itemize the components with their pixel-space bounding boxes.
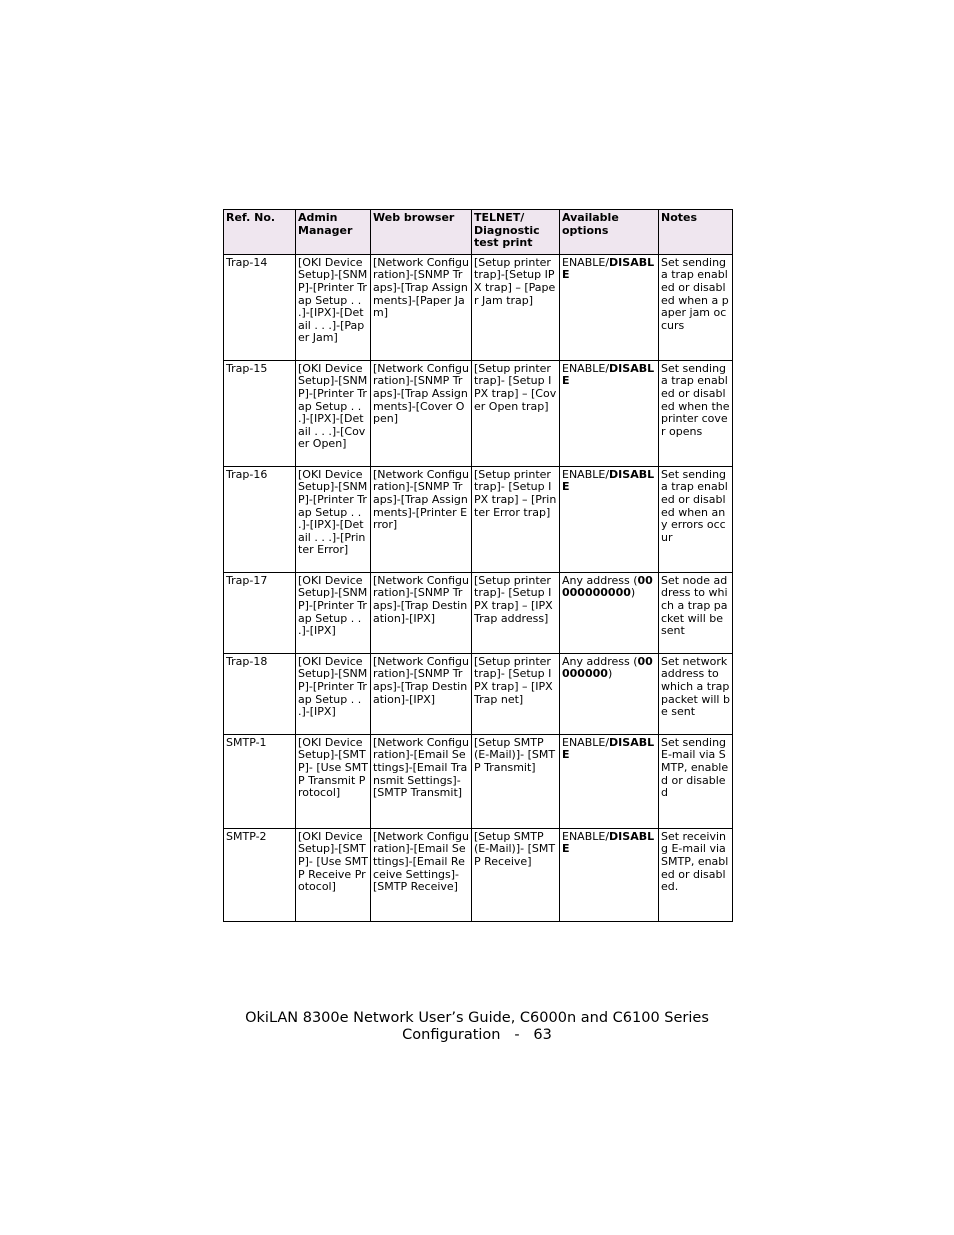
cell-ref: SMTP-1: [224, 734, 296, 828]
option-text: ENABLE/: [562, 829, 610, 843]
footer-document-title: OkiLAN 8300e Network User’s Guide, C6000n and C6100 Series: [245, 1010, 709, 1026]
cell-available-options: [560, 254, 659, 360]
cell-notes: Set node address to which a trap packet will be sent: [659, 572, 733, 653]
cell-admin-manager: [OKI Device Setup]-[SMTP]- [Use SMTP Transmit Protocol]: [296, 734, 371, 828]
cell-telnet: [Setup printer trap]- [Setup IPX trap] – [IPX Trap address]: [472, 572, 560, 653]
cell-notes: Set sending a trap enabled or disabled when the printer cover opens: [659, 360, 733, 466]
table-row: [224, 254, 733, 360]
cell-admin-manager: [OKI Device Setup]-[SMTP]- [Use SMTP Receive Protocol]: [296, 828, 371, 921]
header-available-options: Available options: [560, 210, 659, 255]
footer-page-line: [0, 1027, 954, 1044]
cell-telnet: [Setup SMTP (E-Mail)]- [SMTP Transmit]: [472, 734, 560, 828]
option-suffix: ): [607, 667, 613, 681]
cell-admin-manager: [OKI Device Setup]-[SNMP]-[Printer Trap Setup . . .]-[IPX]: [296, 572, 371, 653]
table-row: [224, 466, 733, 572]
cell-web-browser: [Network Configuration]-[Email Settings]-[Email Transmit Settings]- [SMTP Transmit]: [371, 734, 472, 828]
option-suffix: ): [630, 586, 636, 600]
table-row: [224, 360, 733, 466]
header-telnet: TELNET/ Diagnostic test print: [472, 210, 560, 255]
option-text: ENABLE/: [562, 255, 610, 269]
cell-ref: Trap-16: [224, 466, 296, 572]
table-header-row: [224, 210, 733, 255]
footer-section: Configuration: [402, 1027, 501, 1043]
option-default: DISABLE: [562, 467, 655, 494]
footer-separator: -: [514, 1027, 520, 1043]
header-web-browser: Web browser: [371, 210, 472, 255]
table-row: [224, 734, 733, 828]
cell-telnet: [Setup printer trap]- [Setup IPX trap] – [Printer Error trap]: [472, 466, 560, 572]
header-ref-no: Ref. No.: [224, 210, 296, 255]
cell-ref: Trap-14: [224, 254, 296, 360]
cell-web-browser: [Network Configuration]-[SNMP Traps]-[Trap Destination]-[IPX]: [371, 572, 472, 653]
option-default: 00000000: [562, 654, 653, 681]
cell-telnet: [Setup printer trap]- [Setup IPX trap] – [Cover Open trap]: [472, 360, 560, 466]
option-text: ENABLE/: [562, 467, 610, 481]
cell-ref: Trap-17: [224, 572, 296, 653]
cell-notes: Set sending a trap enabled or disabled when a paper jam occurs: [659, 254, 733, 360]
option-text: Any address (: [562, 654, 638, 668]
cell-admin-manager: [OKI Device Setup]-[SNMP]-[Printer Trap Setup . . .]-[IPX]: [296, 653, 371, 734]
cell-web-browser: [Network Configuration]-[Email Settings]-[Email Receive Settings]- [SMTP Receive]: [371, 828, 472, 921]
cell-web-browser: [Network Configuration]-[SNMP Traps]-[Trap Assignments]-[Paper Jam]: [371, 254, 472, 360]
cell-admin-manager: [OKI Device Setup]-[SNMP]-[Printer Trap Setup . . .]-[IPX]-[Detail . . .]-[Cover Open]: [296, 360, 371, 466]
footer-page-number: 63: [533, 1027, 552, 1043]
cell-admin-manager: [OKI Device Setup]-[SNMP]-[Printer Trap Setup . . .]-[IPX]-[Detail . . .]-[Paper Jam]: [296, 254, 371, 360]
option-default: DISABLE: [562, 735, 655, 762]
cell-ref: Trap-18: [224, 653, 296, 734]
cell-available-options: [560, 572, 659, 653]
table-row: [224, 828, 733, 921]
option-text: ENABLE/: [562, 361, 610, 375]
cell-available-options: [560, 653, 659, 734]
cell-ref: SMTP-2: [224, 828, 296, 921]
cell-available-options: [560, 734, 659, 828]
cell-notes: Set sending a trap enabled or disabled when any errors occur: [659, 466, 733, 572]
cell-telnet: [Setup SMTP (E-Mail)]- [SMTP Receive]: [472, 828, 560, 921]
option-default: DISABLE: [562, 829, 655, 856]
header-admin-manager: Admin Manager: [296, 210, 371, 255]
table-row: [224, 653, 733, 734]
cell-ref: Trap-15: [224, 360, 296, 466]
cell-web-browser: [Network Configuration]-[SNMP Traps]-[Trap Assignments]-[Cover Open]: [371, 360, 472, 466]
header-notes: Notes: [659, 210, 733, 255]
cell-notes: Set receiving E-mail via SMTP, enabled or disabled.: [659, 828, 733, 921]
cell-telnet: [Setup printer trap]- [Setup IPX trap] – [IPX Trap net]: [472, 653, 560, 734]
cell-available-options: [560, 828, 659, 921]
option-text: ENABLE/: [562, 735, 610, 749]
cell-notes: Set sending E-mail via SMTP, enabled or disabled: [659, 734, 733, 828]
cell-telnet: [Setup printer trap]-[Setup IPX trap] – [Paper Jam trap]: [472, 254, 560, 360]
option-default: DISABLE: [562, 255, 655, 282]
option-default: 00000000000: [562, 573, 653, 600]
cell-notes: Set network address to which a trap packet will be sent: [659, 653, 733, 734]
cell-available-options: [560, 466, 659, 572]
cell-available-options: [560, 360, 659, 466]
cell-admin-manager: [OKI Device Setup]-[SNMP]-[Printer Trap Setup . . .]-[IPX]-[Detail . . .]-[Printer Error]: [296, 466, 371, 572]
option-default: DISABLE: [562, 361, 655, 388]
configuration-table: [223, 209, 733, 922]
table-row: [224, 572, 733, 653]
option-text: Any address (: [562, 573, 638, 587]
cell-web-browser: [Network Configuration]-[SNMP Traps]-[Trap Destination]-[IPX]: [371, 653, 472, 734]
cell-web-browser: [Network Configuration]-[SNMP Traps]-[Trap Assignments]-[Printer Error]: [371, 466, 472, 572]
